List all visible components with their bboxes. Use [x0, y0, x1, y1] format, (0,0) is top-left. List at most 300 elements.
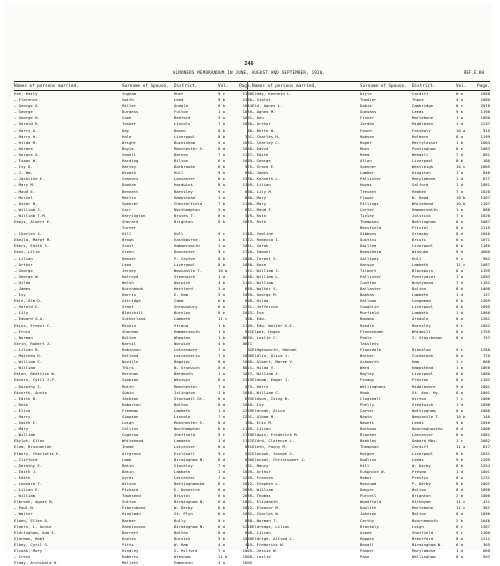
entry-spouse-surname: Attridge	[122, 298, 141, 304]
entry-spouse-surname: Bakhan	[360, 292, 375, 298]
entry-volume: 1 b	[218, 237, 226, 243]
entry-name: — Mary M.	[14, 182, 36, 188]
entry-name: Eldrd, Clarence L.	[252, 438, 295, 444]
entry-spouse-surname: Flower	[360, 194, 375, 200]
entry-page: 1001	[480, 383, 490, 389]
entry-volume: 2 b	[456, 517, 464, 523]
entry-spouse-surname: Ingham	[122, 91, 137, 96]
entry-volume: 7 a	[456, 151, 464, 157]
entry-volume: 8 b	[218, 255, 226, 261]
entry-volume: 11 c	[218, 316, 228, 322]
entry-spouse-surname: Thompson	[360, 218, 379, 224]
entry-volume: 8 a	[456, 474, 464, 480]
entry-district: Leicester	[174, 474, 196, 480]
entry-spouse-surname: Grant	[122, 304, 134, 310]
entry-name: — Harold E.	[14, 304, 40, 310]
entry-volume: 1 c	[456, 359, 464, 365]
entry-volume: 8 e	[218, 176, 226, 182]
entry-page: 757	[482, 334, 490, 340]
page-reference: REF.E.KH	[463, 70, 484, 75]
entry-spouse-surname: Robinson	[122, 346, 141, 352]
entry-district: Hull	[412, 255, 422, 261]
entry-district: Hammersmith	[174, 243, 200, 249]
entry-spouse-surname: Pauper	[360, 548, 375, 554]
entry-volume: 6 a	[456, 407, 464, 413]
entry-spouse-surname: Newett	[360, 420, 375, 426]
entry-page: 1098	[480, 487, 490, 493]
entry-spouse-surname: Cuntton	[360, 279, 377, 285]
entry-volume: 8 a	[456, 267, 464, 273]
entry-page: 881	[482, 151, 490, 157]
entry-district: W. Derby	[412, 462, 431, 468]
left-column	[14, 81, 252, 566]
entry-volume: 3 a	[218, 292, 226, 298]
entry-district: Wrexham	[174, 554, 191, 560]
entry-name: — Agnes M.	[252, 109, 276, 115]
entry-name: — William	[252, 279, 274, 285]
entry-volume: 8 e	[218, 310, 226, 316]
entry-volume: 8 a	[218, 444, 226, 450]
entry-name: — William J.	[252, 267, 281, 273]
entry-spouse-surname: Pallister	[360, 273, 382, 279]
entry-spouse-surname: Harrington	[122, 212, 146, 218]
entry-name: — Ann	[252, 115, 264, 121]
entry-volume: 1 a	[218, 243, 226, 249]
entry-spouse-surname: Boyle	[122, 145, 134, 151]
entry-name: — Lilian B.	[14, 346, 40, 352]
entry-spouse-surname: Lamber	[360, 170, 375, 176]
entry-district: Greatwick	[412, 401, 434, 407]
entry-name: — Clifford	[14, 456, 38, 462]
entry-spouse-surname: Dowyer	[360, 487, 375, 493]
entry-volume: 6 d	[218, 499, 226, 505]
page-number: 246	[244, 61, 254, 67]
entry-page: 1080	[480, 371, 490, 377]
entry-name: Ekeild, Margt M.	[14, 237, 52, 243]
entry-volume: 8 c	[218, 481, 226, 486]
entry-spouse-surname: Burgess	[122, 109, 139, 115]
entry-spouse-surname: Thadler	[360, 97, 377, 103]
entry-spouse-surname: Batin	[122, 462, 134, 468]
entry-district: Jolitick	[412, 212, 431, 218]
entry-page: 1087	[480, 218, 490, 224]
entry-volume: 7 a	[218, 548, 226, 554]
entry-page: 122	[244, 267, 252, 273]
entry-page: 1728	[242, 249, 252, 255]
entry-district: Norwich	[174, 340, 191, 346]
entry-page: 1199	[480, 133, 490, 139]
entry-district: Andale	[174, 103, 189, 109]
entry-spouse-surname: Sutton	[122, 499, 137, 505]
entry-name: — J. Wm.	[14, 170, 33, 176]
entry-name: Elpet, Hugos	[252, 328, 281, 334]
entry-name: — James	[14, 286, 31, 291]
entry-page: 1001	[242, 243, 252, 249]
entry-spouse-surname: Fleneshamh	[360, 328, 384, 334]
entry-page: 1000	[480, 395, 490, 401]
entry-page: 919	[482, 127, 490, 133]
entry-volume: 8 a	[456, 225, 464, 231]
entry-district: St. Ann. Hy.	[412, 389, 441, 395]
entry-district: Barnsley	[412, 322, 431, 328]
entry-page: 1081	[242, 499, 252, 505]
entry-district: Middlesbro	[412, 383, 436, 389]
entry-page: 1083	[480, 145, 490, 151]
entry-page: 1380	[242, 176, 252, 182]
entry-page: 1082	[242, 511, 252, 517]
entry-page: 627	[482, 444, 490, 450]
entry-page: 1009	[242, 468, 252, 474]
entry-spouse-surname: Jordan	[360, 121, 375, 127]
entry-page: 1189	[242, 432, 252, 438]
entry-volume: 8 c	[456, 523, 464, 529]
entry-name: — William J.	[252, 371, 281, 377]
entry-spouse-surname: Green	[122, 249, 134, 255]
entry-volume: 8 b	[218, 261, 226, 267]
entry-district: Brentford	[412, 535, 434, 541]
entry-page: 1209	[480, 456, 490, 462]
entry-spouse-surname: Barhaus	[360, 426, 377, 432]
entry-volume: 3 a	[218, 206, 226, 212]
entry-spouse-surname: Neville	[122, 359, 139, 365]
entry-page: 1187	[242, 151, 252, 157]
entry-spouse-surname: Sutherland	[122, 316, 146, 322]
entry-page: 1197	[242, 438, 252, 444]
entry-district: Leed	[174, 97, 184, 103]
entry-name: — Lily	[14, 310, 29, 316]
entry-volume: 8 a	[456, 133, 464, 139]
entry-district: Pontrydcot	[412, 273, 436, 279]
entry-spouse-surname: Carter	[360, 206, 375, 212]
entry-page: 1010	[242, 401, 252, 407]
entry-district: P. Derby	[412, 481, 431, 486]
entry-name: — Lilian E.	[14, 487, 40, 493]
entry-page: 508	[244, 316, 252, 322]
entry-name: Eldnam, Edgar J.	[252, 377, 290, 383]
entry-district: Lincoln	[174, 121, 191, 127]
table-row	[14, 560, 252, 566]
entry-volume: 8 b	[218, 103, 226, 109]
entry-district: Cuckbrook	[412, 353, 434, 359]
entry-volume: 8 b	[456, 450, 464, 456]
entry-district: Northampton	[174, 206, 200, 212]
entry-district: Lambeth	[174, 316, 191, 322]
entry-name: — Hilda V.	[252, 365, 276, 371]
entry-spouse-surname: Hanser	[122, 255, 137, 261]
entry-district: Northampton	[174, 426, 200, 432]
entry-name: — Edward A.A.	[14, 316, 45, 322]
entry-district: Lambeth	[412, 261, 429, 267]
entry-volume: 5 a	[218, 139, 226, 145]
entry-name: Eldgesworth, Hannah	[252, 346, 297, 352]
entry-name: Eke, Emily	[14, 91, 38, 96]
entry-page: 1005	[242, 548, 252, 554]
entry-district: Bedford	[174, 115, 191, 121]
entry-spouse-surname: Dowlith	[360, 505, 377, 511]
entry-district: Bognier	[174, 359, 191, 365]
entry-spouse-surname: Carthy	[360, 517, 375, 523]
entry-name: — Harry	[252, 383, 269, 389]
entry-district: Nottingham	[412, 407, 436, 413]
entry-volume: 10 b	[456, 413, 466, 419]
entry-page: 1048	[480, 517, 490, 523]
entry-district: Leeds	[412, 456, 424, 462]
entry-name: — David	[252, 145, 269, 151]
entry-page: 127	[482, 292, 490, 298]
entry-name: — William J.	[14, 206, 43, 212]
entry-volume: 8 d	[456, 511, 464, 517]
entry-district: Leigh	[412, 523, 424, 529]
entry-volume: 11 c	[456, 505, 466, 511]
entry-volume: 6 a	[218, 493, 226, 499]
entry-district: Eastbourne	[174, 237, 198, 243]
entry-page: 1080	[480, 97, 490, 103]
entry-page: 1090	[480, 115, 490, 121]
entry-name: Elden, Ellen A.	[14, 517, 50, 523]
entry-name: — Leslie C.	[252, 334, 278, 340]
entry-page: 1399	[242, 182, 252, 188]
entry-name: — Terent S.	[252, 255, 278, 261]
entry-district: Birmingham N.	[174, 523, 205, 529]
entry-spouse-surname: Carter	[360, 407, 375, 413]
entry-page: 875	[244, 383, 252, 389]
entry-district: Bosen	[174, 127, 186, 133]
entry-spouse-surname: Pickard	[122, 487, 139, 493]
entry-district: Lincoln	[174, 413, 191, 419]
entry-spouse-surname: Gibbons	[360, 231, 377, 237]
entry-volume: 9 b	[456, 456, 464, 462]
entry-page: 2978	[480, 103, 490, 109]
entry-district: Hammersmith	[412, 206, 438, 212]
entry-district: Hertford	[174, 286, 193, 291]
entry-page: 1098	[242, 255, 252, 261]
entry-page: 1002	[480, 322, 490, 328]
entry-spouse-surname: Dobie	[360, 103, 372, 109]
entry-page: 1008	[242, 353, 252, 359]
entry-spouse-surname: Knoles	[122, 535, 137, 541]
entry-district: Nottinghamshd	[174, 481, 205, 486]
entry-page: 1480	[242, 97, 252, 103]
entry-page: 1098	[480, 401, 490, 407]
entry-name: Eldringham, Ada E.	[14, 529, 57, 535]
entry-page: 1281	[242, 304, 252, 310]
entry-district: Doncaster	[174, 249, 196, 255]
entry-name: Elboy, Cyril G.	[14, 541, 50, 547]
entry-volume: 6 d	[456, 426, 464, 432]
entry-district: Leeds	[412, 109, 424, 115]
entry-volume: 1 d	[218, 468, 226, 474]
entry-district: Salford	[412, 182, 429, 188]
header-page: Page.	[239, 84, 252, 89]
entry-spouse-surname: Bayley	[360, 371, 375, 377]
entry-spouse-surname: Spencer	[122, 200, 139, 206]
entry-page: 880	[244, 194, 252, 200]
entry-spouse-surname: Ballaster	[360, 286, 382, 291]
entry-page: 982	[482, 255, 490, 261]
entry-page: 1080	[242, 145, 252, 151]
entry-name: — James	[252, 170, 269, 176]
entry-name: Eleth, Fanny M.	[252, 444, 288, 450]
entry-name: — Charley C.	[252, 139, 281, 145]
entry-district: Burvick	[174, 535, 191, 541]
entry-spouse-surname: Guevans	[360, 109, 377, 115]
entry-spouse-surname: Ashworth	[360, 359, 379, 365]
entry-volume: 4 b	[218, 340, 226, 346]
entry-spouse-surname: Smith	[122, 97, 134, 103]
entry-district: Wheaton	[174, 334, 191, 340]
entry-spouse-surname: Coughlin	[360, 304, 379, 310]
entry-name: — George H.	[14, 115, 40, 121]
entry-district: Winsuke	[412, 249, 429, 255]
entry-district: Middlesex	[412, 121, 434, 127]
entry-page: 8670	[242, 334, 252, 340]
entry-name: — Paul N.	[14, 505, 36, 511]
entry-volume: 4 a	[456, 97, 464, 103]
entry-volume: 3 a	[218, 560, 226, 566]
entry-page: 808	[482, 359, 490, 365]
entry-volume: 6 a	[218, 304, 226, 310]
entry-spouse-surname: Jackson	[122, 395, 139, 401]
entry-name: Ekton, Beatrice W.	[14, 371, 57, 377]
entry-volume: 8 e	[456, 145, 464, 151]
header-surname: Surname of Spouse.	[360, 84, 407, 89]
entry-page: 1198	[480, 109, 490, 115]
entry-volume: 8 b	[456, 371, 464, 377]
entry-volume: 1 a	[218, 371, 226, 377]
entry-page: 808	[244, 298, 252, 304]
entry-district: Bolton	[412, 286, 427, 291]
entry-page: 1040	[480, 231, 490, 237]
entry-name: — Edith	[252, 151, 269, 157]
entry-page: 1199	[242, 322, 252, 328]
entry-name: — Maud F.	[252, 206, 274, 212]
entry-district: Cardiff	[412, 91, 429, 96]
entry-spouse-surname: Barber	[122, 517, 137, 523]
entry-volume: 8 b	[456, 158, 464, 164]
entry-page: 88	[247, 127, 252, 133]
entry-volume: 7 a	[218, 353, 226, 359]
entry-spouse-surname: Barrett	[122, 529, 139, 535]
entry-page: 1201	[242, 413, 252, 419]
entry-page: 1034	[242, 103, 252, 109]
entry-volume: 8 b	[218, 127, 226, 133]
entry-spouse-surname: Cogerno	[122, 432, 139, 438]
entry-volume: 6 a	[456, 353, 464, 359]
entry-page: 1087	[242, 371, 252, 377]
entry-volume: 8 b	[218, 426, 226, 432]
entry-district: W. Ham	[174, 541, 189, 547]
entry-spouse-surname: Wright	[122, 139, 137, 145]
entry-spouse-surname: Fauch	[360, 127, 372, 133]
entry-volume: 6 a	[218, 511, 226, 517]
entry-page: 1254	[480, 462, 490, 468]
entry-volume: 8 a	[456, 535, 464, 541]
header-vol: Vol.	[218, 84, 229, 89]
entry-district: Bilton	[174, 158, 189, 164]
entry-page: 1001	[480, 481, 490, 486]
column-header-left	[14, 81, 252, 91]
entry-name: Ekylot, Ellen	[14, 438, 45, 444]
entry-spouse-surname: Narvil	[122, 340, 137, 346]
entry-district: Stockwell Gt.	[174, 395, 205, 401]
entry-volume: 8 a	[456, 389, 464, 395]
entry-spouse-surname: Whitehead	[122, 438, 144, 444]
entry-page: 1099	[242, 158, 252, 164]
entry-district: Birmingham N.	[412, 541, 443, 547]
entry-name: — Horace	[14, 145, 33, 151]
entry-district: Fastboly	[412, 127, 431, 133]
entry-name: — Norman	[14, 334, 33, 340]
entry-page: 888	[244, 517, 252, 523]
entry-volume: 1 d	[456, 548, 464, 554]
entry-district: W. Derby	[174, 505, 193, 511]
entry-district: Bolton	[412, 487, 427, 493]
entry-spouse-surname: Daillea	[360, 243, 377, 249]
entry-spouse-surname: Moss	[360, 145, 370, 151]
entry-name: Elday, Kenneth L.	[252, 91, 292, 96]
entry-district: Longmead	[412, 298, 431, 304]
entry-spouse-surname: Spenner	[360, 164, 377, 170]
entry-page: 1840	[242, 389, 252, 395]
entry-name: — Hilda	[14, 279, 31, 285]
entry-district: Chesterfield	[174, 200, 203, 206]
entry-name: — William	[14, 365, 36, 371]
entry-page: 1081	[480, 182, 490, 188]
entry-page: 1182	[480, 279, 490, 285]
entry-volume: 6 d	[218, 523, 226, 529]
entry-spouse-surname: Horgen	[360, 450, 375, 456]
entry-spouse-surname: Connors	[122, 176, 139, 182]
entry-name: — Mary	[14, 426, 29, 432]
entry-spouse-surname: Batin	[122, 468, 134, 474]
entry-page: 860	[482, 548, 490, 554]
entry-volume: 8 d	[456, 231, 464, 237]
entry-page: 925	[244, 164, 252, 170]
entry-volume: 1 b	[456, 139, 464, 145]
page-title: ALMONERS MEMORANDUM IN JUNE, AUGUST AND SEPTEMBER, 1920.	[172, 70, 326, 75]
entry-volume: 9 c	[456, 529, 464, 535]
header-district: District.	[174, 84, 198, 89]
entry-volume: 9 c	[218, 450, 226, 456]
entry-district: Strand	[174, 322, 189, 328]
left-entries	[14, 91, 252, 566]
entry-volume: 9 d	[456, 383, 464, 389]
entry-page: 1088	[242, 359, 252, 365]
entry-spouse-surname: Simpson	[122, 413, 139, 419]
entry-name: Eldwis, Frederick M.	[252, 432, 299, 438]
entry-name: — George W.	[14, 273, 40, 279]
entry-page: 1099	[242, 560, 252, 566]
entry-volume: 5 c	[218, 517, 226, 523]
entry-spouse-surname: Tilbart	[360, 267, 377, 273]
entry-name: — Florence	[14, 97, 38, 103]
entry-volume: 7 a	[218, 462, 226, 468]
entry-page: 688	[244, 188, 252, 194]
entry-volume: 9 b	[456, 109, 464, 115]
entry-name: — Stephen L.	[252, 481, 281, 486]
entry-district: Cambridge	[412, 103, 434, 109]
entry-volume: 9 a	[218, 170, 226, 176]
entry-volume: 8 a	[456, 377, 464, 383]
entry-name: — Horace G.	[14, 151, 40, 157]
entry-name: — Elizabeth	[252, 499, 278, 505]
entry-district: Liverpool	[174, 133, 196, 139]
entry-page: 1182	[480, 377, 490, 383]
entry-page: 101	[244, 462, 252, 468]
entry-district: Fulton	[174, 109, 189, 115]
entry-page: 1083	[242, 139, 252, 145]
entry-page: 1080	[242, 535, 252, 541]
